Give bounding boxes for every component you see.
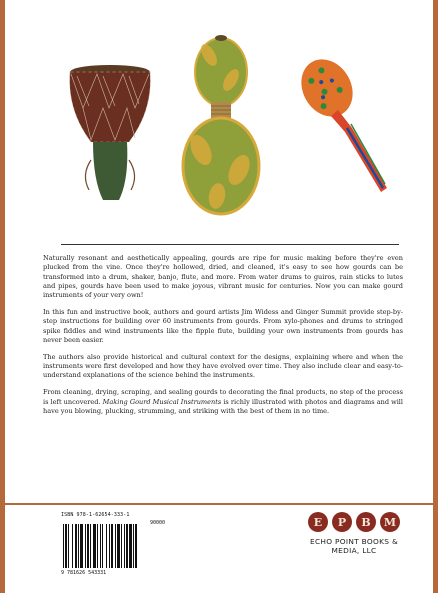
gourd-shaker-image	[183, 35, 259, 214]
logo-letter-p: P	[332, 512, 352, 532]
barcode-icon	[61, 524, 165, 570]
logo-letter-e: E	[308, 512, 328, 532]
instrument-photos	[5, 0, 433, 230]
publisher-logo	[295, 512, 413, 562]
publisher-monogram	[295, 512, 413, 532]
description-paragraph	[43, 388, 403, 416]
description-paragraph: The authors also provide historical and cultural context for the designs, explaining where and when the instruments were first developed and how they have evolved over time. They also include clear and easy-to-understand explanations of the science behind the instruments.	[43, 352, 403, 380]
gourd-drum-image	[70, 65, 151, 200]
isbn-label: ISBN 978-1-62654-333-1	[61, 512, 130, 518]
logo-letter-m: M	[380, 512, 400, 532]
gourd-maraca-image	[291, 50, 387, 192]
footer-divider	[5, 503, 433, 505]
isbn-barcode	[61, 512, 165, 578]
divider-line	[61, 244, 399, 245]
price-code: 90000	[149, 520, 165, 526]
publisher-name: ECHO POINT BOOKS & MEDIA, LLC	[309, 537, 399, 555]
description-paragraph: Naturally resonant and aesthetically appealing, gourds are ripe for music making before they're even plucked from the vine. Once they're hollowed, dried, and cleaned, it's easy to see how gourds can be transformed into a drum, shaker, banjo, flute, and more. From water drums to guiros, rain sticks to lutes and pipes, gourds have been used to make joyous, vibrant music for centuries. Now you can make gourd instruments of your very own!	[43, 254, 403, 300]
paragraph-text-start: From cleaning, drying, scraping, and sealing gourds to decorating the final products, no step of the process is left uncovered.	[43, 388, 403, 406]
book-title: Making Gourd Musical Instruments	[102, 397, 222, 406]
description-paragraph: In this fun and instructive book, authors and gourd artists Jim Widess and Ginger Summit provide step-by-step instructions for building over 60 instruments from gourds. From xylo-phones and drums to stringed spike fiddles and wind instruments like the fipple flute, building your own instruments from gourds has never been easier.	[43, 308, 403, 344]
paragraph-text-end: is richly illustrated with photos and diagrams and will have you blowing, plucking, strumming, and striking with the best of them in no time.	[43, 397, 403, 415]
description-text	[43, 254, 403, 424]
logo-letter-b: B	[356, 512, 376, 532]
barcode-digits: 9 781626 543331	[61, 570, 107, 576]
